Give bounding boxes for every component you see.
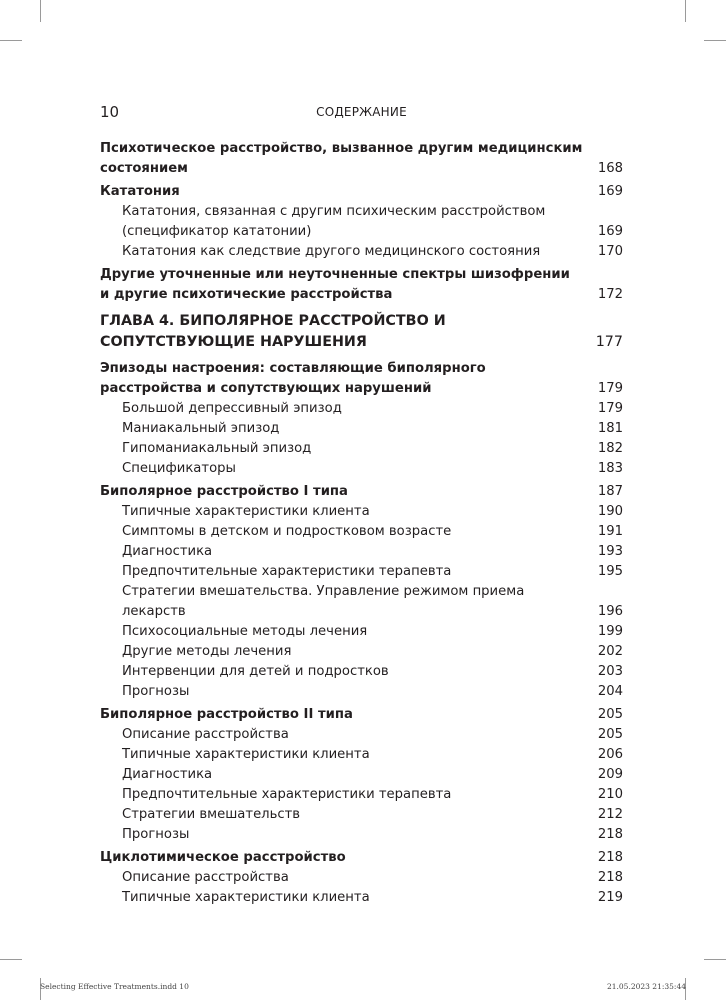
toc-sub-entry [100,868,623,888]
toc-entry-page: 179 [597,401,623,416]
toc-entry-page: 169 [597,184,623,199]
toc-sub-entry [100,202,623,242]
crop-mark [0,959,22,960]
toc-entry-title: Биполярное расстройство I типа [100,484,348,499]
toc-sub-entry [100,725,623,745]
toc-entry-page: 183 [597,461,623,476]
toc-entry-title: Диагностика [122,767,213,782]
toc-entry-title: Стратегии вмешательств [122,807,301,822]
toc-sub-entry [100,542,623,562]
toc-sub-entry [100,419,623,439]
toc-entry-page: 205 [597,727,623,742]
toc-entry-page: 181 [597,421,623,436]
toc-entry-title: Биполярное расстройство II типа [100,707,353,722]
toc-entry-title: Гипоманиакальный эпизод [122,441,312,456]
toc-entry-title: Предпочтительные характеристики терапевта [122,564,452,579]
toc-entry-page: 202 [597,644,623,659]
toc-entry-title: Кататония [100,184,180,199]
toc-entry-page: 177 [595,334,623,350]
toc-entry-title: Диагностика [122,544,213,559]
print-file-name: Selecting Effective Treatments.indd 10 [40,982,189,991]
toc-entry-page: 199 [597,624,623,639]
toc-sub-entry [100,582,623,622]
toc-entry-page: 210 [597,787,623,802]
toc-entry-page: 190 [597,504,623,519]
toc-entry-title: Кататония как следствие другого медицинского состояния [122,244,541,259]
toc-sub-entry [100,502,623,522]
toc-entry-title: Стратегии вмешательства. Управление режимом приема лекарств [122,584,525,619]
toc-section-entry [100,705,623,725]
toc-entry-page: 170 [597,244,623,259]
toc-entry-page: 218 [597,870,623,885]
toc-entry-title: Циклотимическое расстройство [100,850,346,865]
toc-entry-page: 209 [597,767,623,782]
page-header [100,103,623,125]
toc-entry-title: Прогнозы [122,827,190,842]
toc-section-entry [100,848,623,868]
crop-mark [704,40,726,41]
toc-entry-title: Спецификаторы [122,461,236,476]
toc-entry-title: Предпочтительные характеристики терапевта [122,787,452,802]
toc-entry-page: 212 [597,807,623,822]
toc-entry-title: Прогнозы [122,684,190,699]
toc-entry-title: Описание расстройства [122,870,289,885]
toc-entry-page: 168 [597,161,623,176]
toc-entry-page: 218 [597,827,623,842]
toc-section-entry [100,182,623,202]
toc-entry-page: 191 [597,524,623,539]
toc-entry-page: 206 [597,747,623,762]
toc-entry-title: Интервенции для детей и подростков [122,664,389,679]
toc-section-entry [100,482,623,502]
toc-entry-title: Описание расстройства [122,727,289,742]
toc-sub-entry [100,399,623,419]
toc-section-entry [100,359,623,399]
toc-entry-page: 203 [597,664,623,679]
toc-sub-entry [100,785,623,805]
crop-mark [0,40,22,41]
toc-entry-page: 195 [597,564,623,579]
toc-sub-entry [100,662,623,682]
toc-entry-page: 172 [597,287,623,302]
toc-sub-entry [100,745,623,765]
toc-entry-title: ГЛАВА 4. БИПОЛЯРНОЕ РАССТРОЙСТВО И СОПУТСТВУЮЩИЕ НАРУШЕНИЯ [100,313,446,350]
toc-entry-page: 218 [597,850,623,865]
toc-sub-entry [100,242,623,262]
toc-entry-page: 196 [597,604,623,619]
toc-sub-entry [100,805,623,825]
toc-entry-title: Психосоциальные методы лечения [122,624,368,639]
page-number: 10 [100,103,120,121]
toc-sub-entry [100,765,623,785]
toc-entry-page: 182 [597,441,623,456]
toc-sub-entry [100,682,623,702]
toc-section-entry [100,139,623,179]
toc-sub-entry [100,459,623,479]
toc-sub-entry [100,825,623,845]
print-timestamp: 21.05.2023 21:35:44 [606,982,686,991]
toc-entry-title: Типичные характеристики клиента [122,747,370,762]
toc-sub-entry [100,622,623,642]
toc-sub-entry [100,642,623,662]
toc-entry-page: 169 [597,224,623,239]
toc-entry-page: 219 [597,890,623,905]
toc-sub-entry [100,562,623,582]
toc-entry-title: Другие методы лечения [122,644,292,659]
toc-entry-page: 187 [597,484,623,499]
toc-sub-entry [100,522,623,542]
toc-entry-title: Типичные характеристики клиента [122,890,370,905]
toc-entry-title: Психотическое расстройство, вызванное другим медицинским состоянием [100,141,583,176]
toc-section-entry [100,265,623,305]
toc-entry-title: Большой депрессивный эпизод [122,401,342,416]
running-title: СОДЕРЖАНИЕ [316,105,407,119]
toc-entry-title: Маниакальный эпизод [122,421,280,436]
crop-mark [685,0,686,22]
toc-entry-page: 204 [597,684,623,699]
toc-sub-entry [100,439,623,459]
toc-entry-title: Типичные характеристики клиента [122,504,370,519]
toc-entry-title: Другие уточненные или неуточненные спектры шизофрении и другие психотические расстройства [100,267,570,302]
table-of-contents [100,139,623,908]
toc-entry-title: Кататония, связанная с другим психическим расстройством (спецификатор кататонии) [122,204,546,239]
toc-sub-entry [100,888,623,908]
crop-mark [40,0,41,22]
toc-entry-page: 205 [597,707,623,722]
toc-entry-title: Симптомы в детском и подростковом возрасте [122,524,452,539]
toc-entry-page: 193 [597,544,623,559]
crop-mark [704,959,726,960]
toc-entry-title: Эпизоды настроения: составляющие биполярного расстройства и сопутствующих нарушений [100,361,486,396]
toc-chapter-entry [100,311,623,353]
toc-entry-page: 179 [597,381,623,396]
